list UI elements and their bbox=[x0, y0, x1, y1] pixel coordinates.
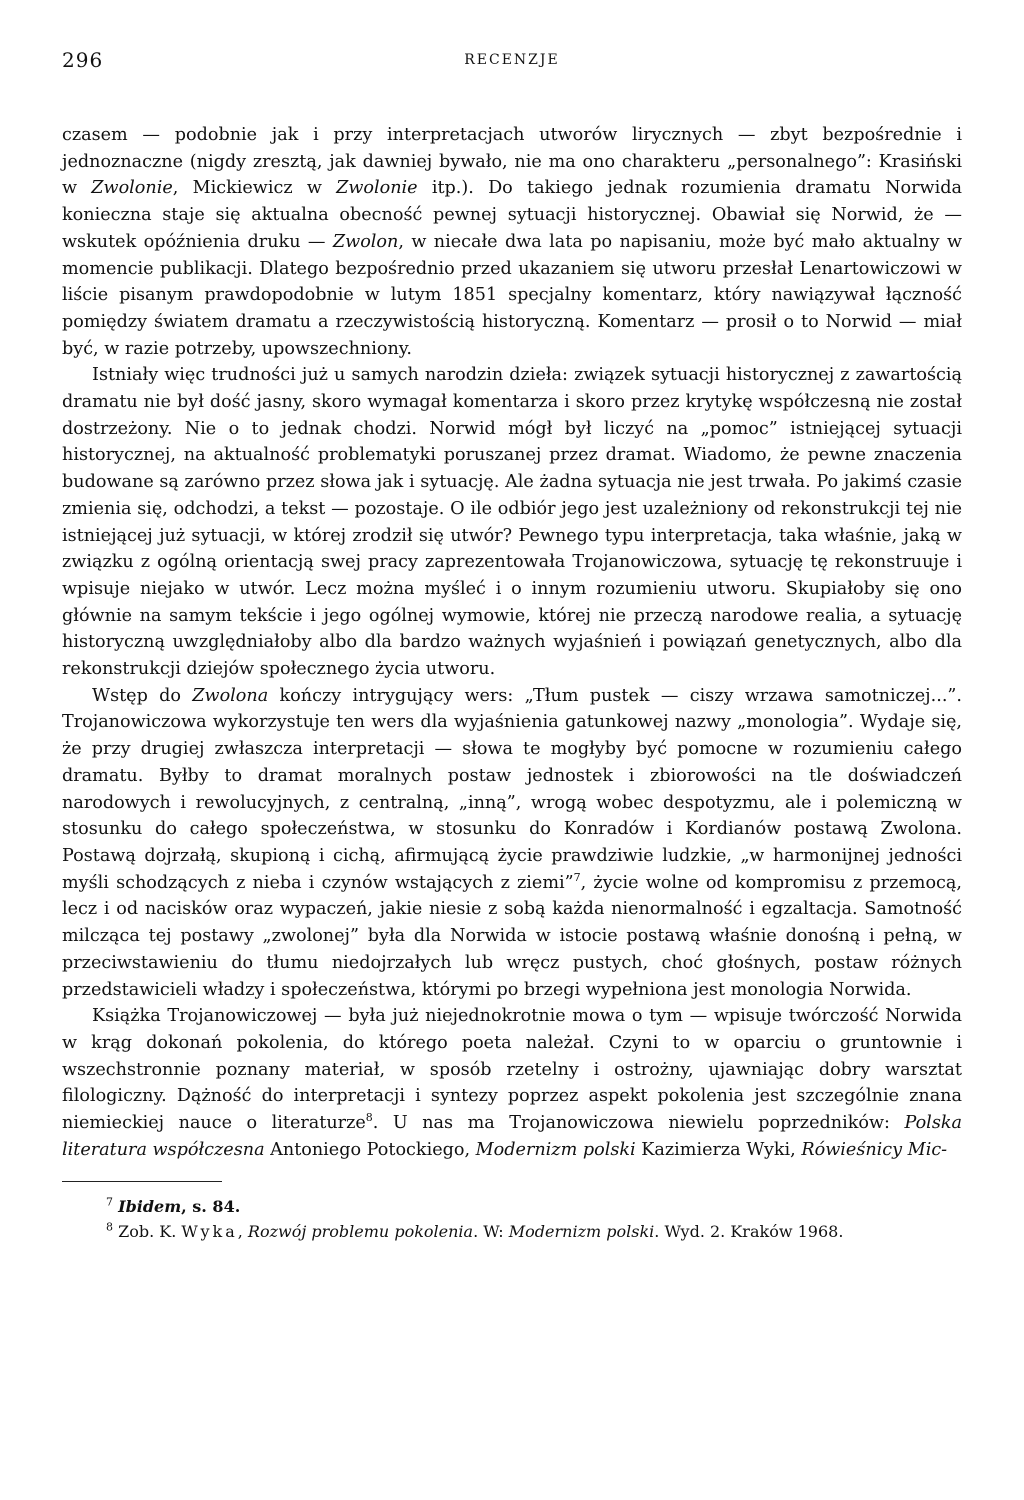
footnote bbox=[62, 1194, 962, 1219]
page-number: 296 bbox=[62, 48, 104, 72]
text-span: Istniały więc trudności już u samych narodzin dzieła: związek sytuacji historycznej z zawartością dramatu nie był dość jasny, skoro wymagał komentarza i skoro przez krytykę współczesną nie został dostrzeżony. Nie o to jednak chodzi. Norwid mógł był liczyć na „pomoc” istniejącej sytuacji historycznej, na aktualność problematyki poruszanej przez dramat. Wiadomo, że pewne znaczenia budowane są zarówno przez słowa jak i sytuację. Ale żadna sytuacja nie jest trwała. Po jakimś czasie zmienia się, odchodzi, a tekst — pozostaje. O ile odbiór jego jest uzależniony od rekonstrukcji tej nie istniejącej już sytuacji, w której zrodził się utwór? Pewnego typu interpretacja, taka właśnie, jaką w związku z ogólną orientacją swej pracy zaprezentowała Trojanowiczowa, sytuację tę rekonstruuje i wpisuje niejako w utwór. Lecz można myśleć i o innym rozumieniu utworu. Skupiałoby się ono głównie na samym tekście i jego ogólnej wymowie, której nie przeczą narodowe realia, a sytuację historyczną uwzględniałoby albo dla bardzo ważnych wyjaśnień i powiązań genetycznych, albo dla rekonstrukcji dziejów społecznego życia utworu. bbox=[62, 365, 962, 680]
italic-span: Zwolon bbox=[332, 231, 399, 252]
italic-span: Zwolona bbox=[192, 685, 269, 706]
footnote-divider bbox=[62, 1181, 222, 1182]
text-span: Antoniego Potockiego, bbox=[264, 1139, 476, 1160]
text-span: , życie wolne od kompromisu z przemocą, lecz i od nacisków oraz wypaczeń, jakie niesie z sobą każda nienormalność i egzaltacja. Samotność milcząca tej postawy „zwolonej” była dla Norwida w istocie postawą właśnie donośną i pełną, w przeciwstawieniu do tłumu niedojrzałych lub wręcz pustych, choć głośnych, postaw różnych przedstawicieli władzy i społeczeństwa, którymi po brzegi wypełniona jest monologia Norwida. bbox=[62, 872, 962, 1000]
text-span: Kazimierza Wyki, bbox=[635, 1139, 802, 1160]
italic-span: Modernizm polski bbox=[475, 1139, 636, 1160]
text-span: . W: bbox=[473, 1222, 509, 1242]
text-span: kończy intrygujący wers: „Tłum pustek — ciszy wrzawa samotniczej...”. Trojanowiczowa wykorzystuje ten wers dla wyjaśnienia gatunkowej nazwy „monologia”. Wydaje się, że przy drugiej zwłaszcza interpretacji — słowa te mogłyby być pomocne w rozumieniu całego dramatu. Byłby to dramat moralnych postaw jednostek i zbiorowości na tle doświadczeń narodowych i rewolucyjnych, z centralną, „inną”, wrogą wobec despotyzmu, ale i polemiczną w stosunku do całego społeczeństwa, w stosunku do Konradów i Kordianów postawą Zwolona. Postawą dojrzałą, skupioną i cichą, afirmującą życie prawdziwie ludzkie, „w harmonijnej jedności myśli schodzących z nieba i czynów wstających z ziemi” bbox=[62, 685, 962, 893]
footnote-marker: 8 bbox=[106, 1221, 113, 1235]
italic-span: Modernizm polski bbox=[508, 1222, 655, 1242]
footnote bbox=[62, 1219, 962, 1244]
text-span: Książka Trojanowiczowej — była już niejednokrotnie mowa o tym — wpisuje twórczość Norwida w krąg dokonań pokolenia, do którego poeta należał. Czyni to w oparciu o gruntownie i wszechstronnie poznany materiał, w sposób rzetelny i ostrożny, ujawniając dobry warsztat filologiczny. Dążność do interpretacji i syntezy poprzez aspekt pokolenia jest szczególnie znana niemieckiej nauce o literaturze bbox=[62, 1006, 962, 1134]
text-span: , Mickiewicz w bbox=[172, 178, 337, 199]
italic-span: Rówieśnicy Mic- bbox=[801, 1139, 948, 1160]
section-title: RECENZJE bbox=[464, 52, 560, 68]
paragraph bbox=[62, 122, 962, 362]
paragraph bbox=[62, 1003, 962, 1163]
text-span: Wstęp do bbox=[92, 685, 193, 706]
italic-span: Rozwój problemu pokolenia bbox=[247, 1222, 474, 1242]
spaced-author-name: Wyka bbox=[181, 1222, 238, 1242]
italic-span: Polska literatura współczesna bbox=[62, 1113, 962, 1160]
bold-span: , s. 84. bbox=[181, 1197, 241, 1217]
text-span: . U nas ma Trojanowiczowa niewielu poprzedników: bbox=[372, 1113, 905, 1134]
footnote-marker: 7 bbox=[573, 870, 581, 884]
text-span: itp.). Do takiego jednak rozumienia dramatu Norwida konieczna staje się aktualna obecność pewnej sytuacji historycznej. Obawiał się Norwid, że — wskutek opóźnienia druku — bbox=[62, 178, 962, 252]
footnote-marker: 8 bbox=[365, 1111, 373, 1125]
text-span: , w niecałe dwa lata po napisaniu, może być mało aktualny w momencie publikacji. Dlatego bezpośrednio przed ukazaniem się utworu przesłał Lenartowiczowi w liście pisanym prawdopodobnie w lutym 1851 specjalny komentarz, który nawiązywał łączność pomiędzy światem dramatu a rzeczywistością historyczną. Komentarz — prosił o to Norwid — miał być, w razie potrzeby, upowszechniony. bbox=[62, 231, 963, 359]
bold-italic-span: Ibidem bbox=[118, 1197, 182, 1217]
text-span: czasem — podobnie jak i przy interpretacjach utworów lirycznych — zbyt bezpośrednie i jednoznaczne (nigdy zresztą, jak dawniej bywało, nie ma ono charakteru „personalnego”: Krasiński w bbox=[62, 125, 962, 199]
footnotes bbox=[62, 1194, 962, 1244]
body-text bbox=[62, 122, 962, 1163]
paragraph bbox=[62, 362, 962, 682]
paragraph bbox=[62, 683, 962, 1003]
text-span: . Wyd. 2. Kraków 1968. bbox=[654, 1222, 844, 1242]
running-head bbox=[62, 48, 962, 82]
italic-span: Zwolonie bbox=[91, 178, 173, 199]
footnote-marker: 7 bbox=[106, 1196, 113, 1210]
italic-span: Zwolonie bbox=[336, 178, 418, 199]
document-page bbox=[62, 48, 962, 1244]
text-span: , bbox=[237, 1222, 248, 1242]
text-span: Zob. K. bbox=[113, 1222, 182, 1242]
